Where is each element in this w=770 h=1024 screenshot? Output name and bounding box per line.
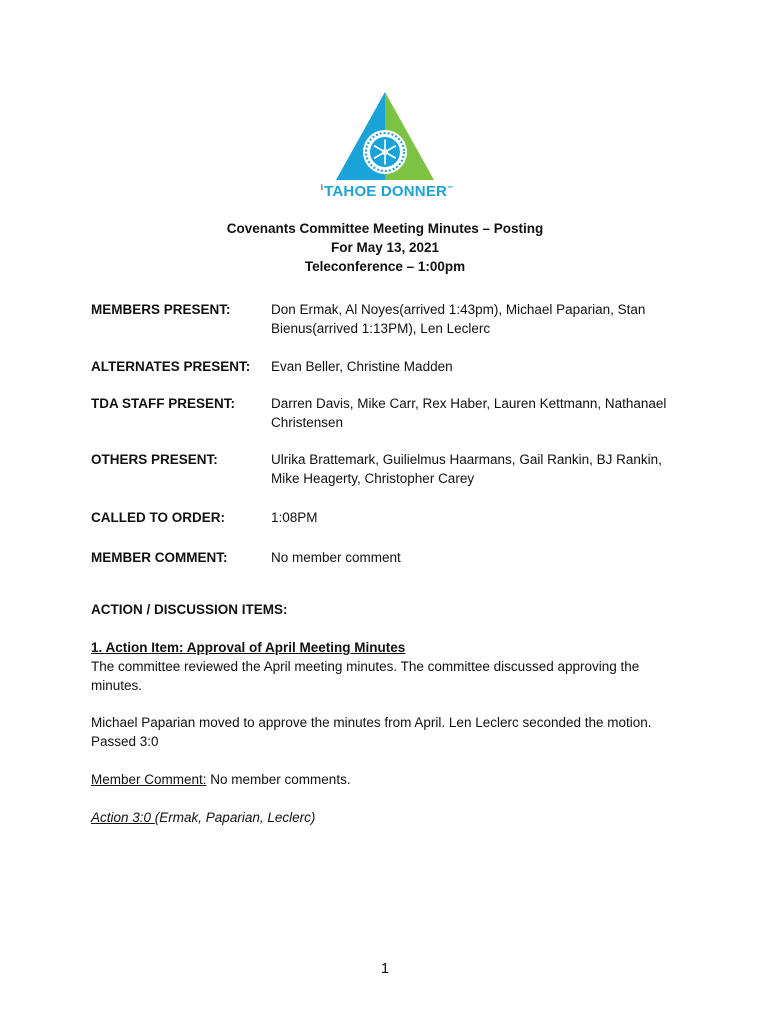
logo-triangle-icon xyxy=(300,88,470,188)
title-line-2: For May 13, 2021 xyxy=(330,240,440,255)
title-line-1: Covenants Committee Meeting Minutes – Posting xyxy=(226,221,544,236)
attendance-value: Evan Beller, Christine Madden xyxy=(271,359,453,374)
action-item-block xyxy=(91,638,681,695)
attendance-label: MEMBERS PRESENT: xyxy=(91,302,231,317)
section-heading: ACTION / DISCUSSION ITEMS: xyxy=(91,602,288,617)
motion-text: Michael Paparian moved to approve the minutes from April. Len Leclerc seconded the motion. Passed 3:0 xyxy=(91,715,652,749)
attendance-value: Ulrika Brattemark, Guilielmus Haarmans, Gail Rankin, BJ Rankin, Mike Heagerty, Christopher Carey xyxy=(271,452,662,486)
attendance-label: MEMBER COMMENT: xyxy=(91,550,228,565)
logo-wordmark xyxy=(312,183,462,200)
document-title xyxy=(0,219,770,276)
action-result-text: (Ermak, Paparian, Leclerc) xyxy=(154,810,316,825)
tahoe-donner-logo xyxy=(300,88,470,206)
action-result-line xyxy=(91,808,681,827)
member-comment-text: No member comments. xyxy=(206,772,351,787)
attendance-label: CALLED TO ORDER: xyxy=(91,510,225,525)
attendance-value: Don Ermak, Al Noyes(arrived 1:43pm), Michael Paparian, Stan Bienus(arrived 1:13PM), Len Leclerc xyxy=(271,302,646,336)
title-line-3: Teleconference – 1:00pm xyxy=(304,259,466,274)
attendance-label: TDA STAFF PRESENT: xyxy=(91,396,235,411)
attendance-label: ALTERNATES PRESENT: xyxy=(91,359,251,374)
member-comment-label: Member Comment: xyxy=(91,772,207,787)
action-item-title: 1. Action Item: Approval of April Meeting Minutes xyxy=(91,640,406,655)
member-comments-line xyxy=(91,770,681,789)
attendance-value: Darren Davis, Mike Carr, Rex Haber, Lauren Kettmann, Nathanael Christensen xyxy=(271,396,667,430)
action-item-body: The committee reviewed the April meeting minutes. The committee discussed approving the minutes. xyxy=(91,659,640,693)
action-result-label: Action 3:0 xyxy=(91,810,155,825)
page-number: 1 xyxy=(380,960,390,977)
attendance-value: 1:08PM xyxy=(271,510,318,525)
logo-prefix: i xyxy=(320,183,324,192)
attendance-label: OTHERS PRESENT: xyxy=(91,452,218,467)
logo-trademark: ™ xyxy=(447,186,454,192)
attendance-value: No member comment xyxy=(271,550,401,565)
logo-brand-text: TAHOE DONNER xyxy=(324,183,448,200)
